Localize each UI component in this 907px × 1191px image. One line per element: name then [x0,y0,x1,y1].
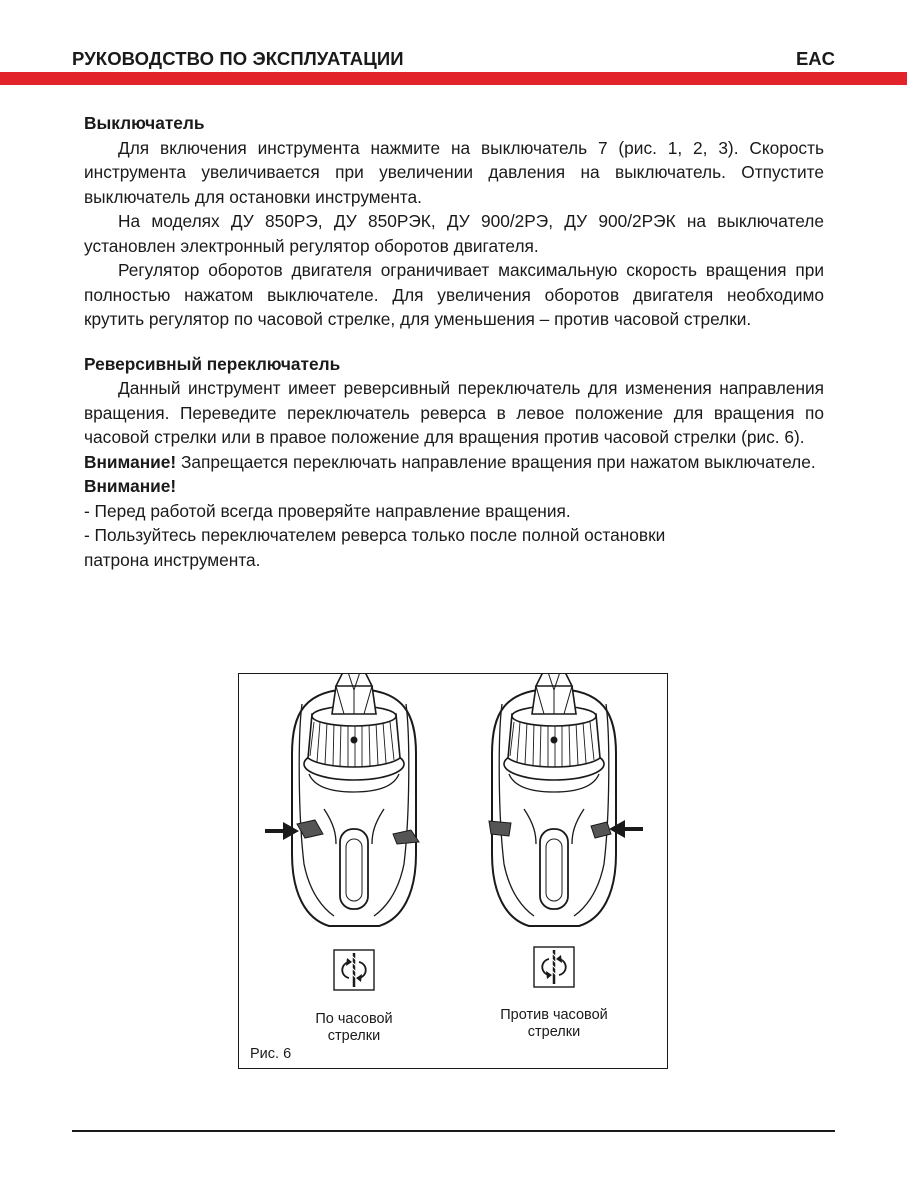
list-item-line: патрона инструмента. [84,549,261,570]
warning-label: Внимание! [84,451,177,472]
section-heading-switch: Выключатель [84,113,205,133]
clockwise-rotation-icon [334,950,374,990]
warning-paragraph [84,450,824,475]
list-item-line: - Пользуйтесь переключателем реверса только после полной остановки [84,525,666,545]
paragraph: На моделях ДУ 850РЭ, ДУ 850РЭК, ДУ 900/2РЭ, ДУ 900/2РЭК на выключателе установлен электронный регулятор оборотов двигателя. [84,211,824,256]
drill-left [265,674,419,926]
paragraph: Для включения инструмента нажмите на выключатель 7 (рис. 1, 2, 3). Скорость инструмента увеличивается при увеличении давления на выключатель. Отпустите выключатель для остановки инструмента. [84,137,824,207]
section-heading-reverse: Реверсивный переключатель [84,353,341,374]
figure-6 [238,673,668,1069]
paragraph: Данный инструмент имеет реверсивный переключатель для изменения направления вращения. Переведите переключатель реверса в левое положение для вращения по часовой стрелки или в правое положение для вращения против часовой стрелки (рис. 6). [84,378,824,447]
header-red-bar [0,72,907,85]
list-item: - Перед работой всегда проверяйте направление вращения. [84,500,571,521]
caption-line: Против часовой [500,1007,608,1023]
list-item [84,523,824,572]
caption-line: По часовой [315,1011,393,1027]
main-text [84,111,824,572]
counterclockwise-rotation-icon [534,947,574,987]
drill-right [489,674,643,926]
eac-mark: EAC [795,48,835,69]
warning-text: Запрещается переключать направление вращения при нажатом выключателе. [176,451,816,472]
paragraph: Регулятор оборотов двигателя ограничивает максимальную скорость вращения при полностью нажатом выключателе. Для увеличения оборотов двигателя необходимо крутить регулятор по часовой стрелке, для уменьшения – против часовой стрелки. [84,260,824,329]
footer-divider [72,1130,835,1132]
caption-line: стрелки [527,1024,581,1040]
caption-clockwise [294,1011,414,1045]
page-header-title: РУКОВОДСТВО ПО ЭКСПЛУАТАЦИИ [72,48,404,69]
warning-label: Внимание! [84,476,177,496]
caption-line: стрелки [327,1028,381,1044]
figure-label: Рис. 6 [250,1046,292,1062]
caption-counterclockwise [484,1007,624,1041]
